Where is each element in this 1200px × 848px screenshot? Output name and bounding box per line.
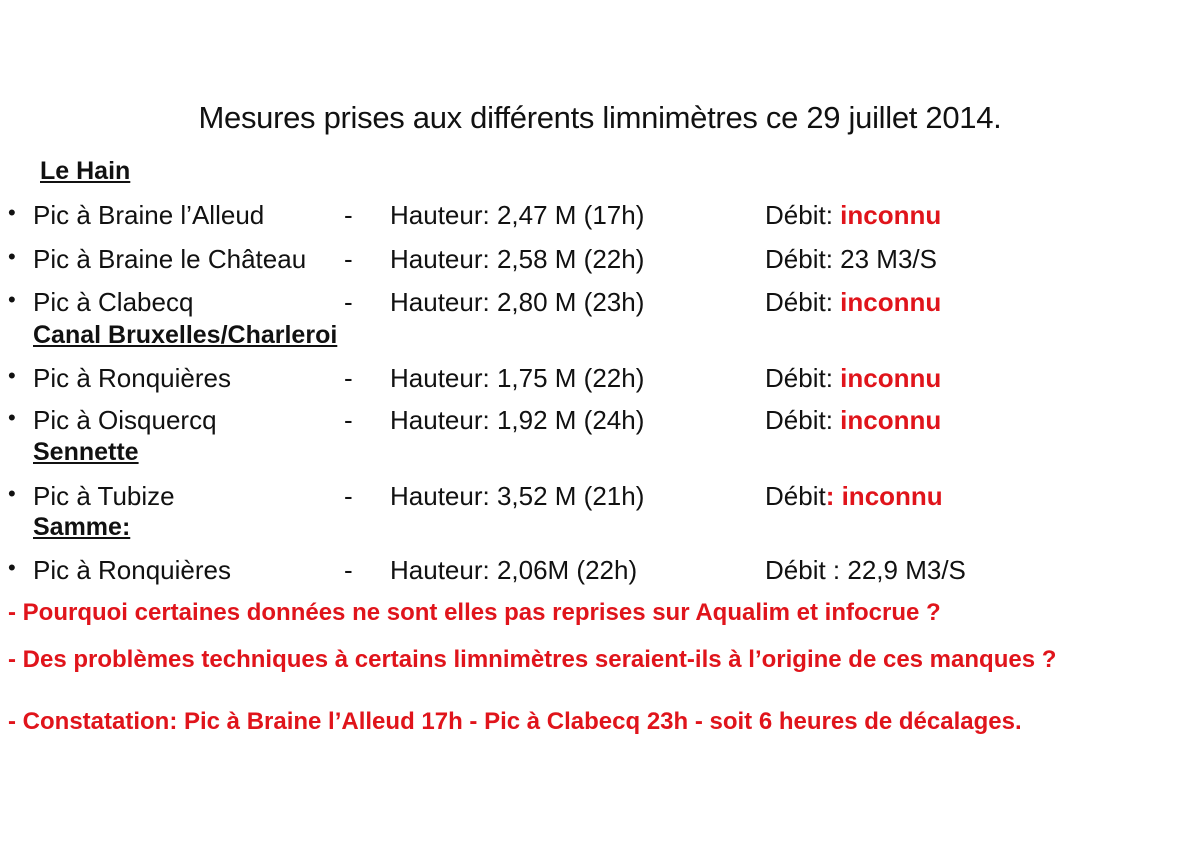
- flow-label: Débit: [765, 481, 826, 511]
- height-value: Hauteur: 1,75 M (22h): [390, 363, 645, 393]
- section-sennette: Sennette: [33, 438, 139, 466]
- measure-row: [0, 363, 1200, 395]
- separator: -: [344, 244, 353, 274]
- height-value: Hauteur: 1,92 M (24h): [390, 405, 645, 435]
- flow-label: Débit:: [765, 363, 841, 393]
- separator: -: [344, 287, 353, 317]
- flow: [765, 555, 966, 586]
- bullet: •: [8, 555, 16, 580]
- flow-label: Débit:: [765, 244, 841, 274]
- site-name: Pic à Braine le Château: [33, 244, 307, 274]
- measure-row: [0, 287, 1200, 319]
- measure-row: [0, 200, 1200, 232]
- flow: [765, 287, 941, 318]
- bullet: •: [8, 481, 16, 506]
- measure-row: [0, 481, 1200, 513]
- separator: -: [344, 200, 353, 230]
- flow-label: Débit:: [765, 405, 841, 435]
- height-value: Hauteur: 2,47 M (17h): [390, 200, 645, 230]
- note-question-technical: - Des problèmes techniques à certains limnimètres seraient-ils à l’origine de ces manques ?: [8, 646, 1057, 673]
- separator: -: [344, 405, 353, 435]
- flow-label: Débit:: [765, 287, 841, 317]
- site-name: Pic à Tubize: [33, 481, 175, 511]
- flow-value: 23 M3/S: [840, 244, 937, 274]
- flow-value: inconnu: [840, 287, 942, 317]
- site-name: Pic à Clabecq: [33, 287, 194, 317]
- site-name: Pic à Braine l’Alleud: [33, 200, 265, 230]
- section-canal: Canal Bruxelles/Charleroi: [33, 321, 338, 349]
- bullet: •: [8, 287, 16, 312]
- bullet: •: [8, 200, 16, 225]
- section-samme: Samme:: [33, 513, 131, 541]
- site-name: Pic à Ronquières: [33, 555, 231, 585]
- flow-value: inconnu: [840, 405, 942, 435]
- bullet: •: [8, 244, 16, 269]
- page-title: Mesures prises aux différents limnimètres ce 29 juillet 2014.: [198, 100, 1002, 135]
- height-value: Hauteur: 3,52 M (21h): [390, 481, 645, 511]
- flow: [765, 363, 941, 394]
- flow-label: Débit :: [765, 555, 848, 585]
- flow: [765, 481, 943, 512]
- note-observation: - Constatation: Pic à Braine l’Alleud 17h - Pic à Clabecq 23h - soit 6 heures de décalages.: [8, 708, 1022, 735]
- height-value: Hauteur: 2,06M (22h): [390, 555, 638, 585]
- flow-label: Débit:: [765, 200, 841, 230]
- flow: [765, 244, 937, 275]
- measure-row: [0, 555, 1200, 587]
- height-value: Hauteur: 2,80 M (23h): [390, 287, 645, 317]
- site-name: Pic à Ronquières: [33, 363, 231, 393]
- measure-row: [0, 244, 1200, 276]
- separator: -: [344, 481, 353, 511]
- flow-value: 22,9 M3/S: [847, 555, 966, 585]
- separator: -: [344, 363, 353, 393]
- flow-value: inconnu: [840, 363, 942, 393]
- flow-value: : inconnu: [825, 481, 943, 511]
- flow: [765, 405, 941, 436]
- flow: [765, 200, 941, 231]
- section-le-hain: Le Hain: [40, 157, 131, 185]
- note-question-data: - Pourquoi certaines données ne sont elles pas reprises sur Aqualim et infocrue ?: [8, 599, 941, 626]
- flow-value: inconnu: [840, 200, 942, 230]
- separator: -: [344, 555, 353, 585]
- site-name: Pic à Oisquercq: [33, 405, 217, 435]
- height-value: Hauteur: 2,58 M (22h): [390, 244, 645, 274]
- bullet: •: [8, 405, 16, 430]
- measure-row: [0, 405, 1200, 437]
- bullet: •: [8, 363, 16, 388]
